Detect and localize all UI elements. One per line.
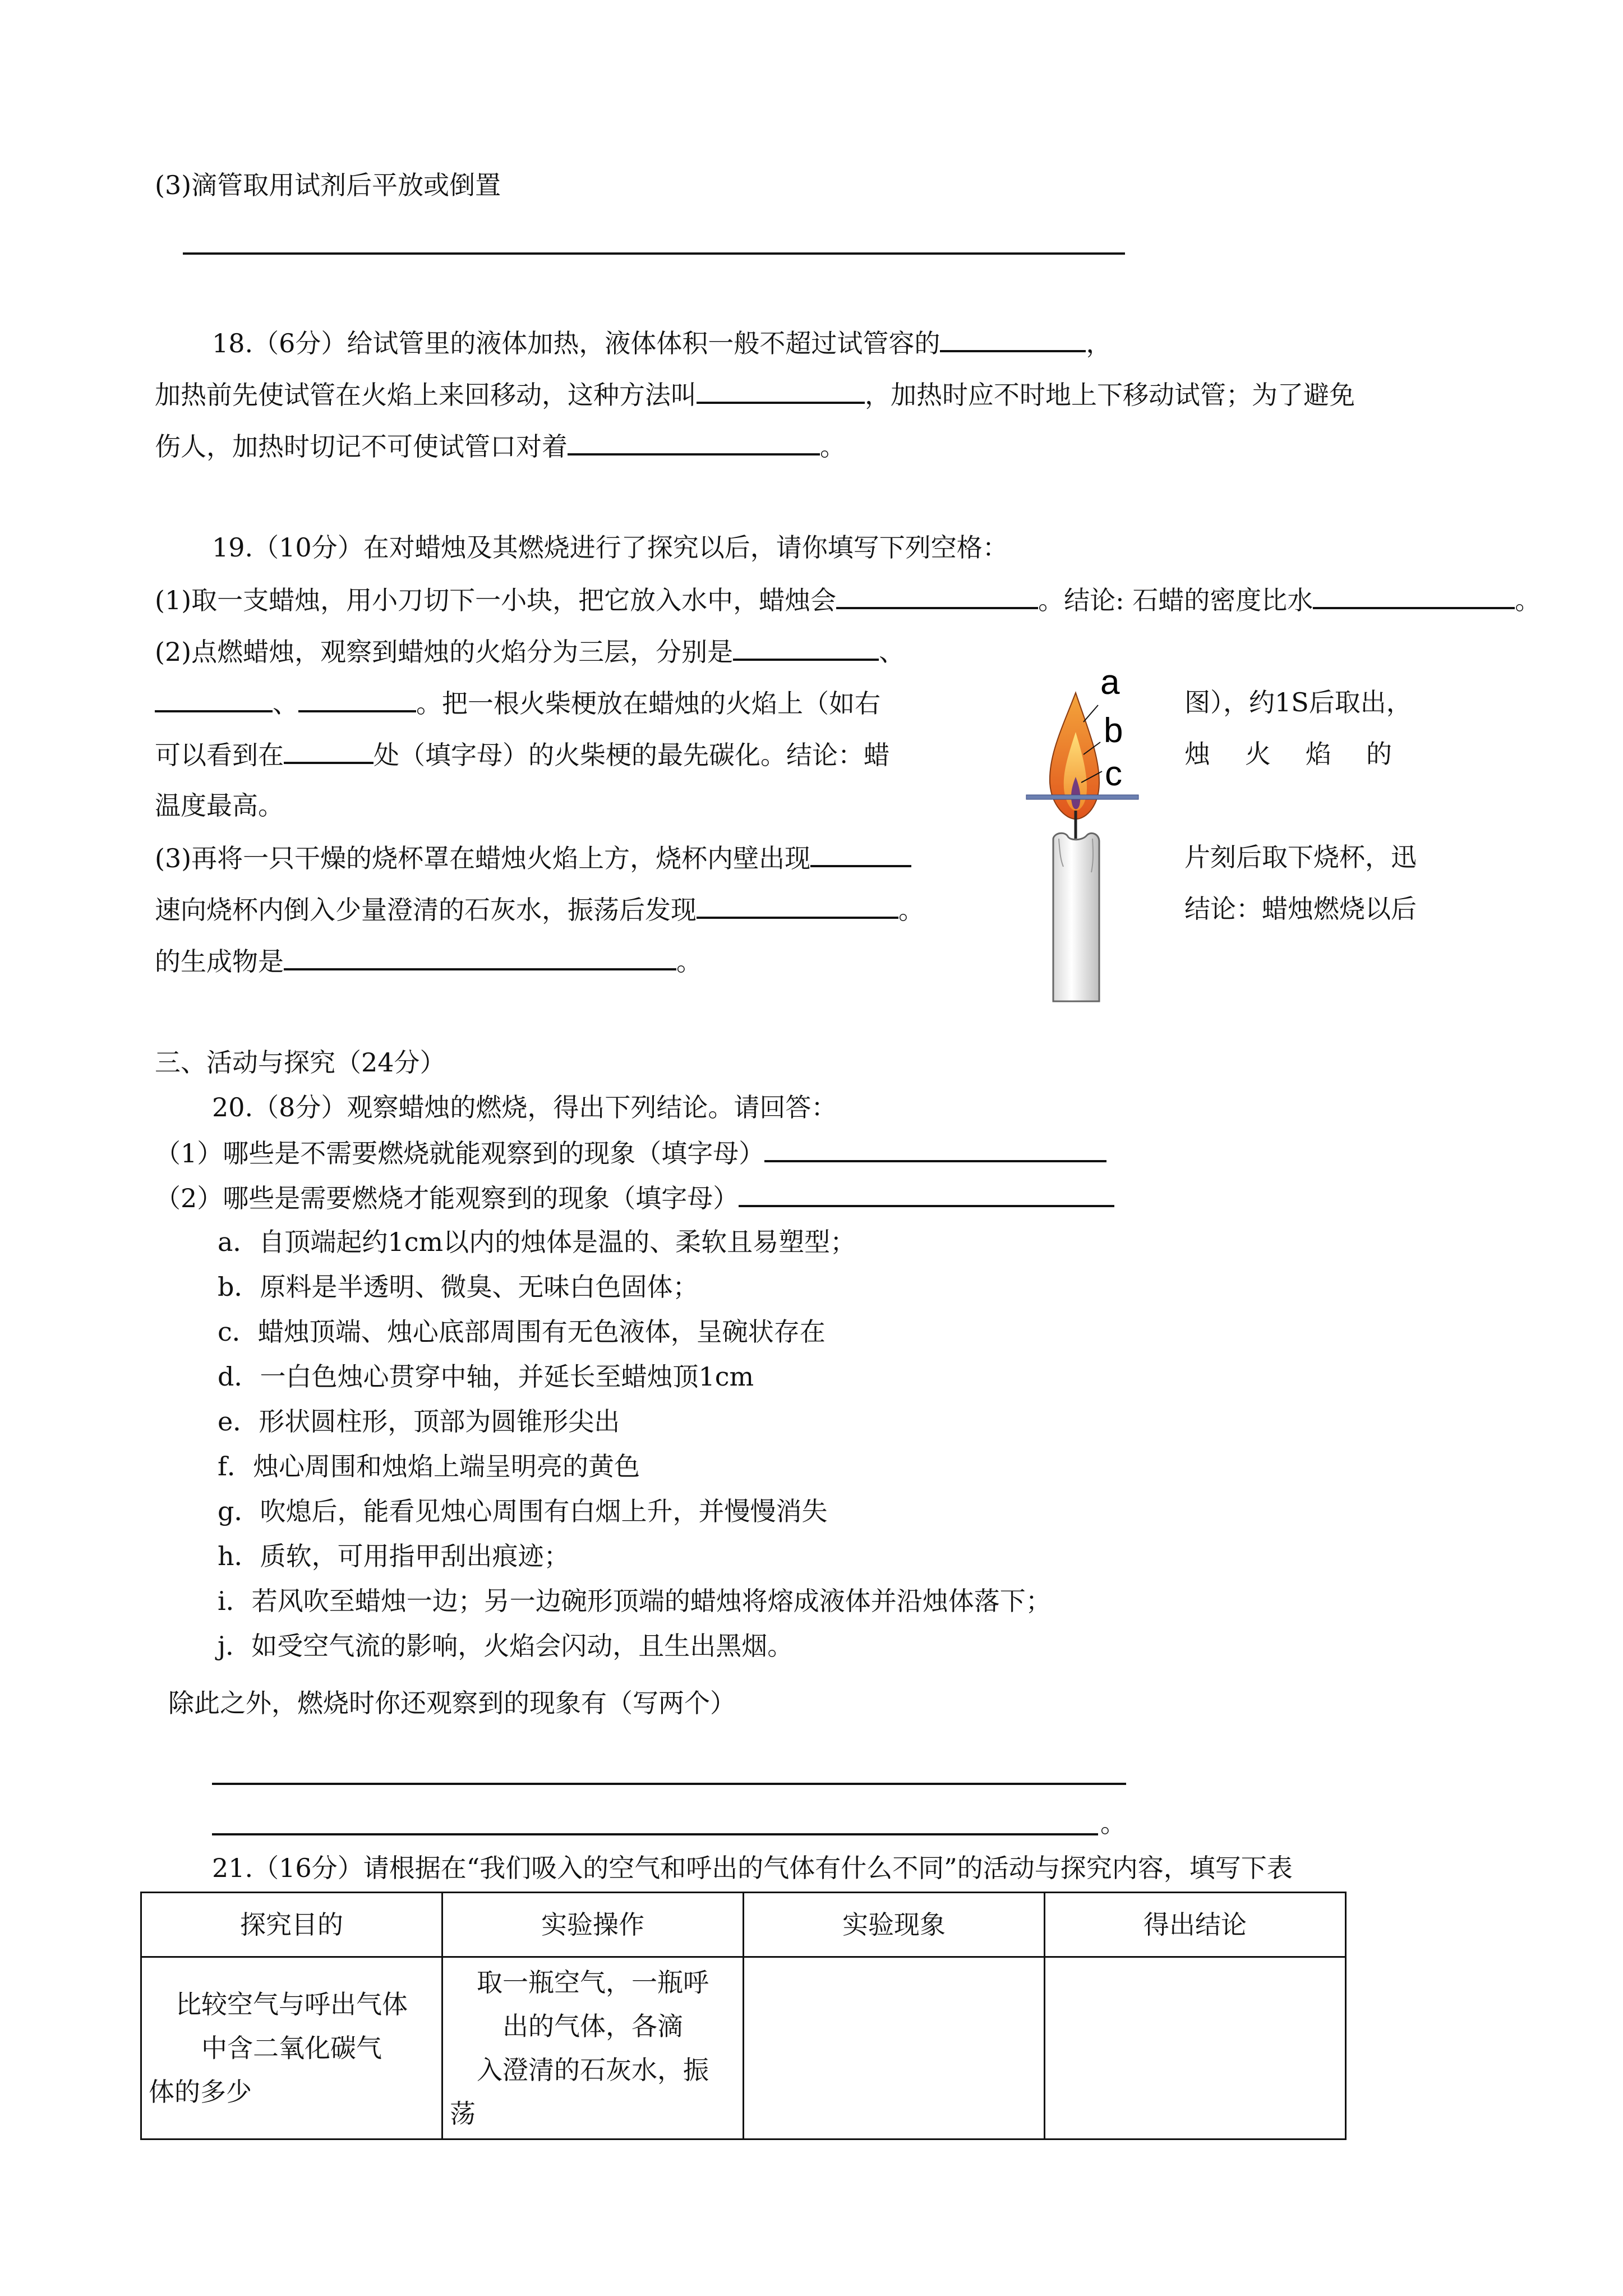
q19-part-2-line-2: 、 。把一根火柴梗放在蜡烛的火焰上（如右 [155, 685, 880, 720]
q19-part-3-right-1: 片刻后取下烧杯，迅 [1184, 842, 1417, 872]
q18-line-2: 加热前先使试管在火焰上来回移动，这种方法叫 ，加热时应不时地上下移动试管；为了避免 [155, 377, 1355, 412]
q20-item-i: i．若风吹至蜡烛一边；另一边碗形顶端的蜡烛将熔成液体并沿烛体落下； [218, 1586, 1052, 1616]
q21-table [140, 1892, 1347, 2140]
q19-part-1: (1)取一支蜡烛，用小刀切下一小块，把它放入水中，蜡烛会 。结论: 石蜡的密度比水 。 [155, 582, 1541, 617]
label-c: c [1105, 754, 1122, 793]
q17-item-3: (3)滴管取用试剂后平放或倒置 [155, 170, 501, 200]
q18-blank-3[interactable] [568, 429, 820, 455]
q20-extra-prompt: 除此之外，燃烧时你还观察到的现象有（写两个） [168, 1688, 736, 1718]
header-purpose: 探究目的 [141, 1893, 442, 1957]
q20-blank-2[interactable] [739, 1180, 1114, 1207]
q19-part-2-line-3: 可以看到在 处（填字母）的火柴梗的最先碳化。结论：蜡 [155, 737, 889, 772]
q19-blank-limewater[interactable] [697, 892, 898, 919]
candle-figure [1009, 670, 1155, 1007]
q20-extra-line-1[interactable] [212, 1783, 1126, 1785]
q18-line-1: 18.（6分）给试管里的液体加热，液体体积一般不超过试管容的 ， [212, 325, 1112, 360]
cell-purpose: 比较空气与呼出气体 中含二氧化碳气 体的多少 [141, 1957, 442, 2139]
q20-item-h: h．质软，可用指甲刮出痕迹； [218, 1541, 570, 1571]
q18-blank-1[interactable] [940, 325, 1086, 352]
cell-conclusion-answer[interactable] [1045, 1957, 1346, 2139]
q20-item-e: e．形状圆柱形，顶部为圆锥形尖出 [218, 1406, 620, 1437]
q19-part-3-line-1: (3)再将一只干燥的烧杯罩在蜡烛火焰上方，烧杯内壁出现 [155, 840, 911, 875]
candle-flame-diagram [1009, 670, 1155, 1007]
label-b: b [1104, 711, 1123, 750]
q20-item-d: d．一白色烛心贯穿中轴，并延长至蜡烛顶1cm [218, 1361, 754, 1392]
q19-intro: 19.（10分）在对蜡烛及其燃烧进行了探究以后，请你填写下列空格： [212, 532, 1008, 563]
q19-blank-beaker[interactable] [810, 840, 911, 867]
q20-extra-line-2[interactable] [212, 1833, 1098, 1835]
table-header-row [141, 1893, 1346, 1957]
q21-intro: 21.（16分）请根据在“我们吸入的空气和呼出的气体有什么不同”的活动与探究内容，填写下表 [212, 1853, 1293, 1883]
header-operation: 实验操作 [442, 1893, 744, 1957]
q19-blank-layer-3[interactable] [298, 685, 416, 712]
q18-blank-2[interactable] [697, 377, 865, 404]
q20-question-1: （1）哪些是不需要燃烧就能观察到的现象（填字母） [155, 1135, 1106, 1170]
q17-answer-line[interactable] [183, 252, 1125, 255]
label-a: a [1100, 670, 1120, 702]
table-row [141, 1957, 1346, 2139]
q20-extra-end: 。 [1100, 1808, 1126, 1838]
q19-part-2-line-4: 温度最高。 [155, 790, 284, 821]
q18-line-3: 伤人，加热时切记不可使试管口对着 。 [155, 429, 846, 463]
q20-item-g: g．吹熄后，能看见烛心周围有白烟上升，并慢慢消失 [218, 1496, 828, 1526]
q19-part-3-line-2: 速向烧杯内倒入少量澄清的石灰水，振荡后发现 。 [155, 892, 924, 927]
q19-part-3-right-2: 结论：蜡烛燃烧以后 [1184, 894, 1417, 924]
q20-blank-1[interactable] [764, 1135, 1106, 1162]
q19-part-2-line-1: (2)点燃蜡烛，观察到蜡烛的火焰分为三层，分别是 、 [155, 634, 905, 669]
q19-part-2-right-2: 烛火焰的 [1184, 739, 1427, 769]
q19-blank-products[interactable] [284, 944, 676, 970]
q19-part-3-line-3: 的生成物是 。 [155, 944, 702, 978]
cell-operation: 取一瓶空气，一瓶呼 出的气体，各滴 入澄清的石灰水，振 荡 [442, 1957, 744, 2139]
q19-blank-density[interactable] [1313, 582, 1515, 609]
q19-blank-layer-2[interactable] [155, 685, 273, 712]
section-3-heading: 三、活动与探究（24分） [155, 1047, 446, 1078]
q19-blank-letter[interactable] [284, 737, 374, 764]
q20-item-b: b．原料是半透明、微臭、无味白色固体； [218, 1272, 699, 1302]
header-phenomenon: 实验现象 [744, 1893, 1045, 1957]
q19-part-2-right-1: 图），约1S后取出， [1184, 687, 1412, 717]
q19-blank-sink-float[interactable] [836, 582, 1038, 609]
header-conclusion: 得出结论 [1045, 1893, 1346, 1957]
q20-item-c: c．蜡烛顶端、烛心底部周围有无色液体，呈碗状存在 [218, 1317, 826, 1347]
cell-phenomenon-answer[interactable] [744, 1957, 1045, 2139]
q19-blank-layer-1[interactable] [733, 634, 879, 661]
q20-intro: 20.（8分）观察蜡烛的燃烧，得出下列结论。请回答： [212, 1092, 837, 1122]
q20-item-a: a．自顶端起约1cm以内的烛体是温的、柔软且易塑型； [218, 1227, 856, 1257]
matchstick [1026, 795, 1138, 799]
q20-item-f: f．烛心周围和烛焰上端呈明亮的黄色 [218, 1451, 640, 1481]
q20-question-2: （2）哪些是需要燃烧才能观察到的现象（填字母） [155, 1180, 1114, 1215]
q20-item-j: j．如受空气流的影响，火焰会闪动，且生出黑烟。 [218, 1631, 794, 1661]
